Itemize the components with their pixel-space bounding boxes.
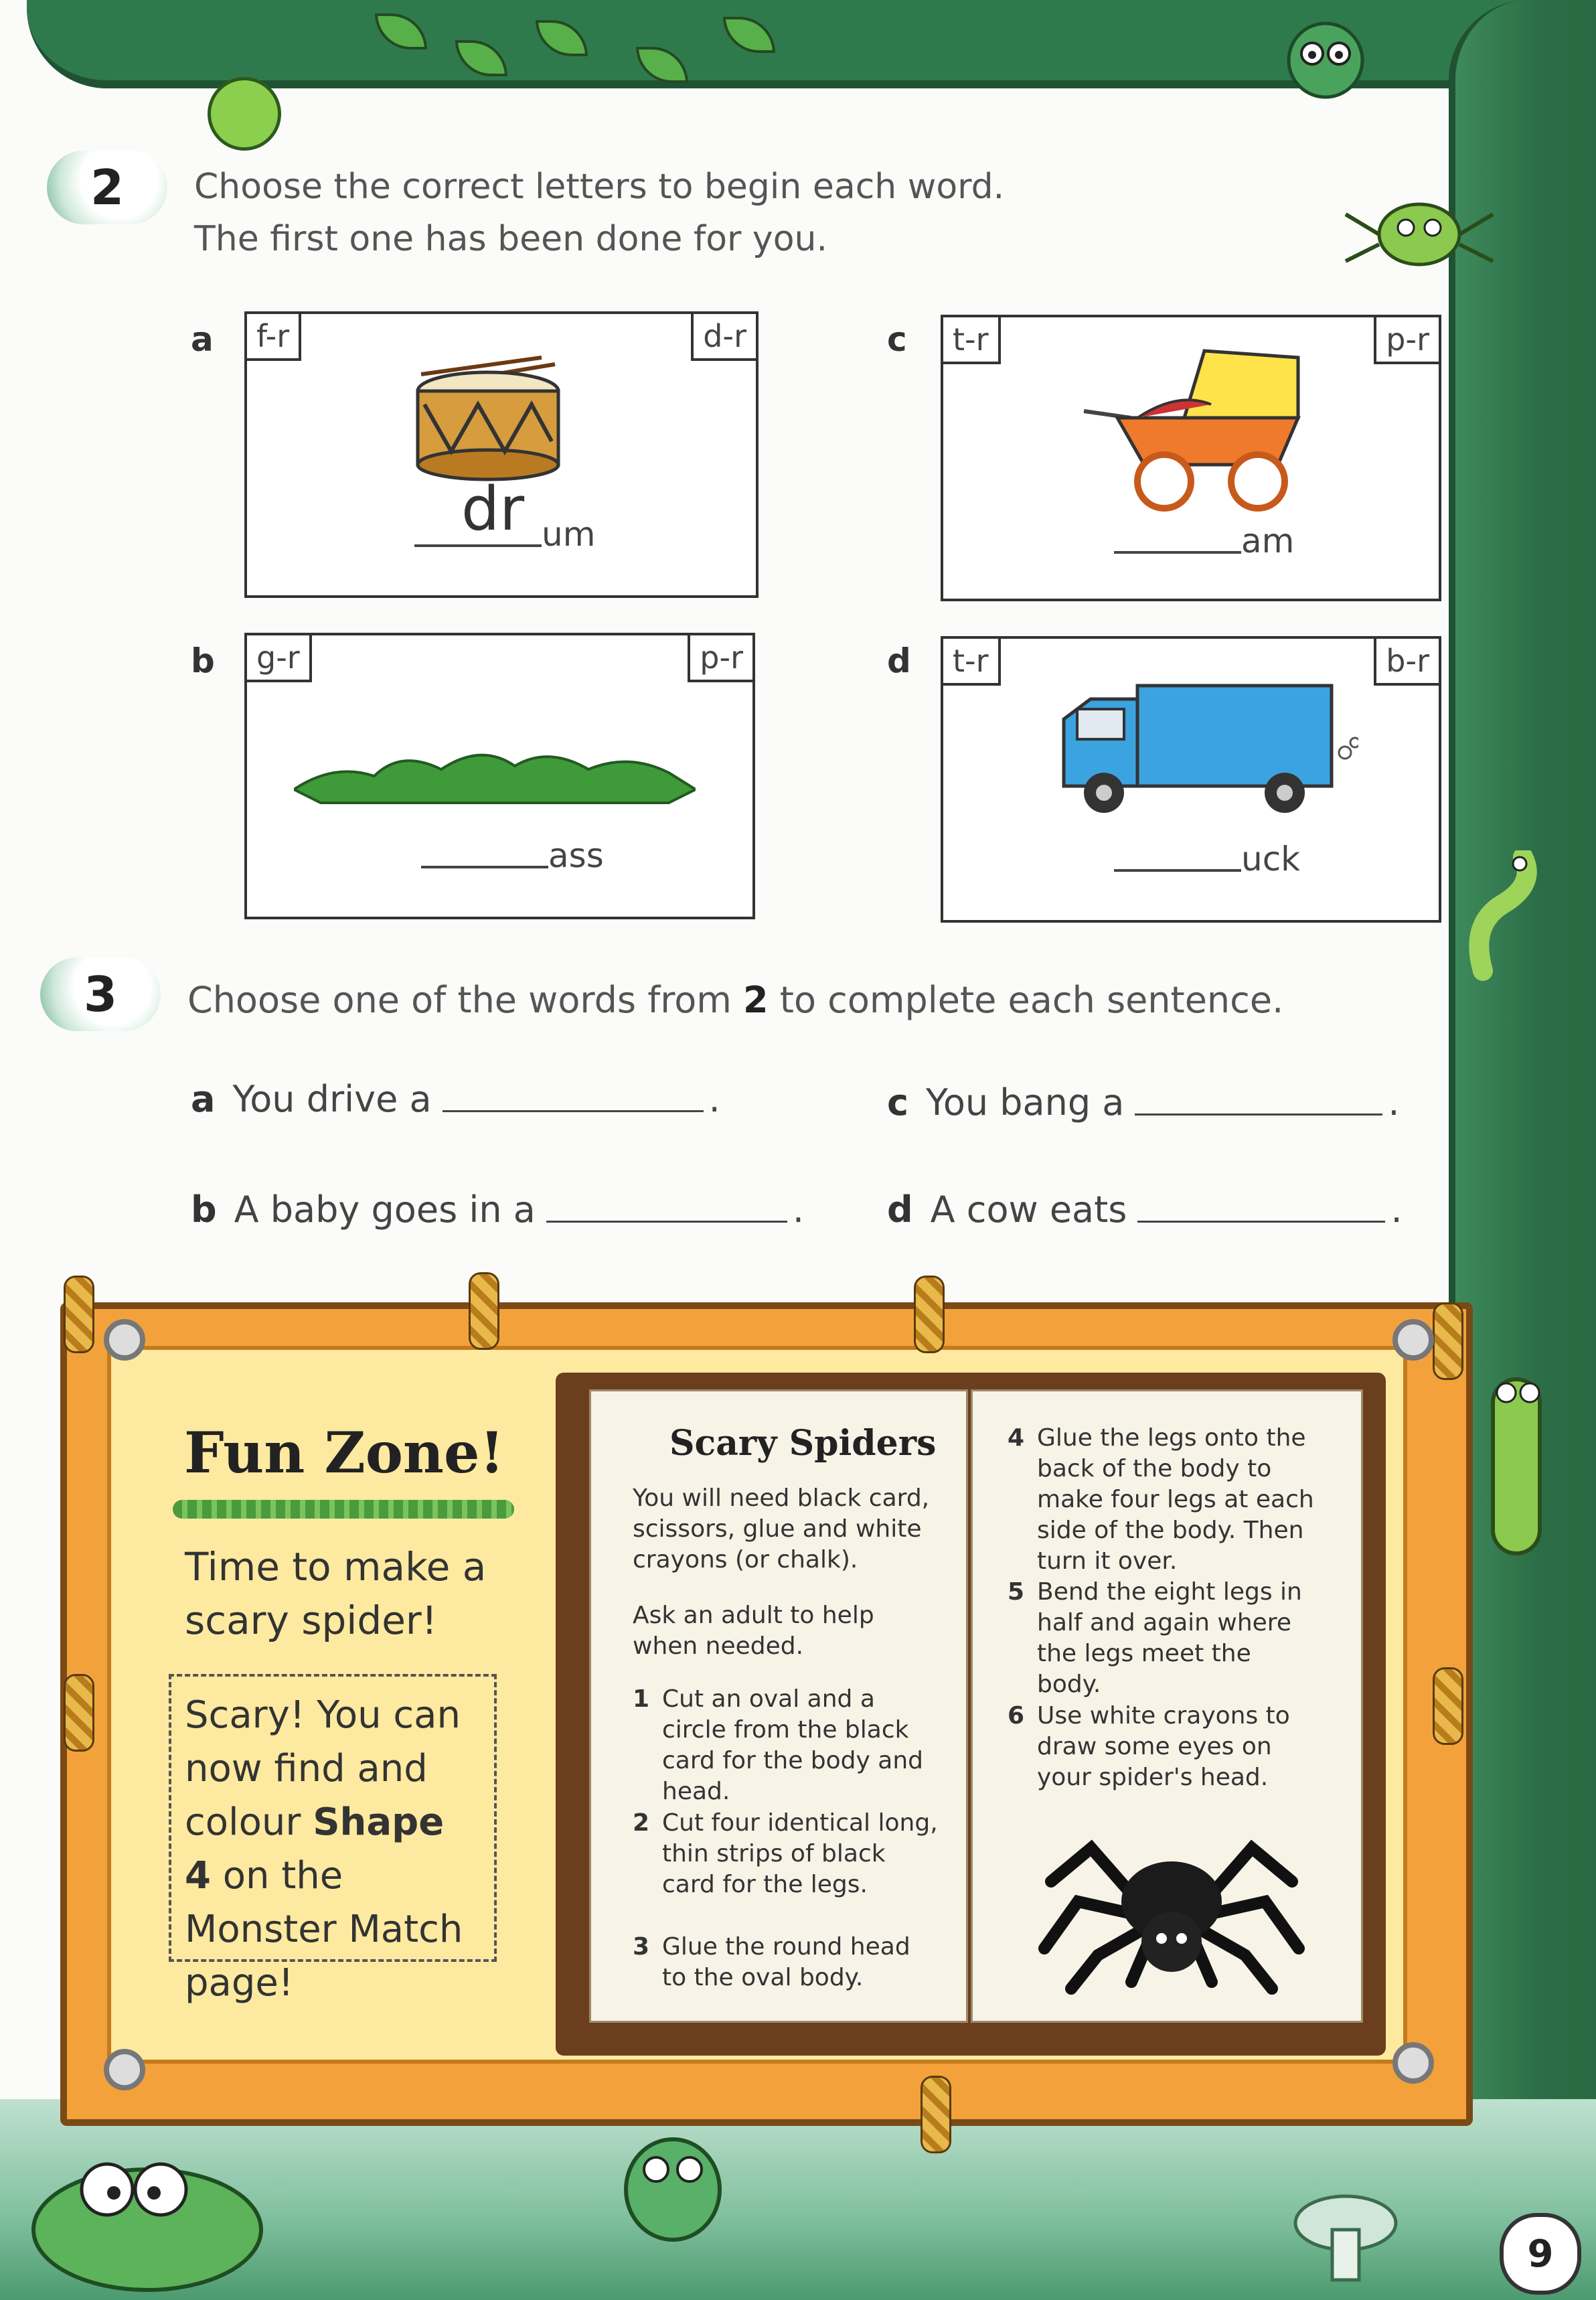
rope-icon	[1433, 1302, 1463, 1380]
sentence-blank[interactable]	[1135, 1114, 1382, 1116]
monster-icon	[616, 2109, 730, 2243]
item-letter: c	[887, 320, 907, 359]
grass-divider	[173, 1500, 514, 1519]
exercise-2-instruction-line1: Choose the correct letters to begin each word.	[194, 167, 1005, 207]
word-card-truck	[941, 636, 1441, 923]
word-ending: ass	[548, 836, 604, 875]
book-title: Scary Spiders	[669, 1423, 937, 1464]
materials-text: You will need black card, scissors, glue and white crayons (or chalk).	[633, 1484, 930, 1574]
step-item: 3 Glue the round head to the oval body.	[633, 1933, 910, 1991]
grass-picture	[294, 736, 696, 810]
step-item: 6 Use white crayons to draw some eyes on your spider's head.	[1008, 1702, 1290, 1791]
sentence-blank[interactable]	[1137, 1221, 1385, 1223]
exercise-number-badge: 2	[47, 151, 167, 224]
letter-choice-tag[interactable]: g-r	[244, 633, 312, 682]
sentence-item: d A cow eats .	[887, 1189, 1403, 1231]
apple-icon	[208, 77, 281, 151]
paper-spider-picture	[1031, 1821, 1312, 1995]
rope-icon	[914, 1276, 945, 1353]
page-number: 9	[1500, 2213, 1581, 2295]
grommet-icon	[1392, 1319, 1434, 1361]
step-item: 2 Cut four identical long, thin strips of black card for the legs.	[633, 1809, 938, 1898]
drum-picture	[408, 354, 568, 481]
answer-handwritten: dr	[461, 474, 525, 544]
caterpillar-monster-icon	[1466, 1339, 1567, 1560]
grommet-icon	[104, 1319, 145, 1361]
letter-choice-tag[interactable]: t-r	[941, 315, 1001, 364]
word-card-pram	[941, 315, 1441, 601]
rope-icon	[1433, 1667, 1463, 1745]
letter-choice-tag[interactable]: p-r	[1374, 315, 1441, 364]
answer-blank[interactable]	[421, 836, 604, 875]
letter-choice-tag[interactable]: p-r	[688, 633, 755, 682]
answer-blank[interactable]	[414, 474, 596, 554]
sentence-blank[interactable]	[546, 1221, 787, 1223]
word-ending: um	[542, 515, 596, 554]
bat-monster-icon	[1272, 13, 1379, 107]
step-item: 1 Cut an oval and a circle from the black card for the body and head.	[633, 1685, 923, 1805]
adult-help-text: Ask an adult to help when needed.	[633, 1602, 874, 1660]
rope-icon	[64, 1276, 94, 1353]
truck-picture	[1050, 672, 1358, 826]
rope-icon	[921, 2076, 951, 2153]
sentence-item: c You bang a .	[887, 1081, 1400, 1124]
fun-zone-intro: Time to make a scary spider!	[185, 1544, 487, 1643]
item-letter: d	[887, 641, 911, 680]
sentence-item: b A baby goes in a .	[191, 1189, 805, 1231]
exercise-number-badge: 3	[40, 957, 161, 1031]
word-ending: uck	[1241, 840, 1301, 878]
grommet-icon	[104, 2049, 145, 2090]
exercise-2-instruction-line2: The first one has been done for you.	[194, 219, 828, 259]
letter-choice-tag[interactable]: b-r	[1374, 636, 1441, 686]
letter-choice-tag[interactable]: t-r	[941, 636, 1001, 686]
letter-choice-tag[interactable]: d-r	[691, 311, 759, 361]
spider-icon	[1339, 181, 1500, 281]
pram-picture	[1077, 331, 1311, 512]
rope-icon	[469, 1272, 499, 1350]
rope-icon	[64, 1674, 94, 1752]
worm-icon	[1456, 850, 1557, 984]
monster-match-note: Scary! You can now find and colour Shape 4 on the Monster Match page!	[169, 1674, 497, 1962]
step-item: 4 Glue the legs onto the back of the body to make four legs at each side of the body. Then turn it over.	[1008, 1424, 1314, 1575]
sentence-item: a You drive a .	[191, 1078, 720, 1120]
item-letter: a	[191, 320, 214, 359]
item-letter: b	[191, 641, 215, 680]
word-card-drum	[244, 311, 759, 598]
exercise-3-instruction: Choose one of the words from 2 to complete each sentence.	[187, 979, 1284, 1021]
word-ending: am	[1241, 522, 1295, 560]
fun-zone-title: Fun Zone!	[184, 1420, 505, 1486]
word-card-grass	[244, 633, 755, 919]
sentence-blank[interactable]	[443, 1110, 704, 1112]
letter-choice-tag[interactable]: f-r	[244, 311, 301, 361]
mushroom-icon	[1292, 2190, 1399, 2283]
step-item: 5 Bend the eight legs in half and again where the legs meet the body.	[1008, 1578, 1302, 1698]
monster-icon	[20, 2129, 274, 2297]
answer-blank[interactable]	[1114, 522, 1294, 560]
answer-blank[interactable]	[1114, 840, 1300, 878]
grommet-icon	[1392, 2042, 1434, 2084]
